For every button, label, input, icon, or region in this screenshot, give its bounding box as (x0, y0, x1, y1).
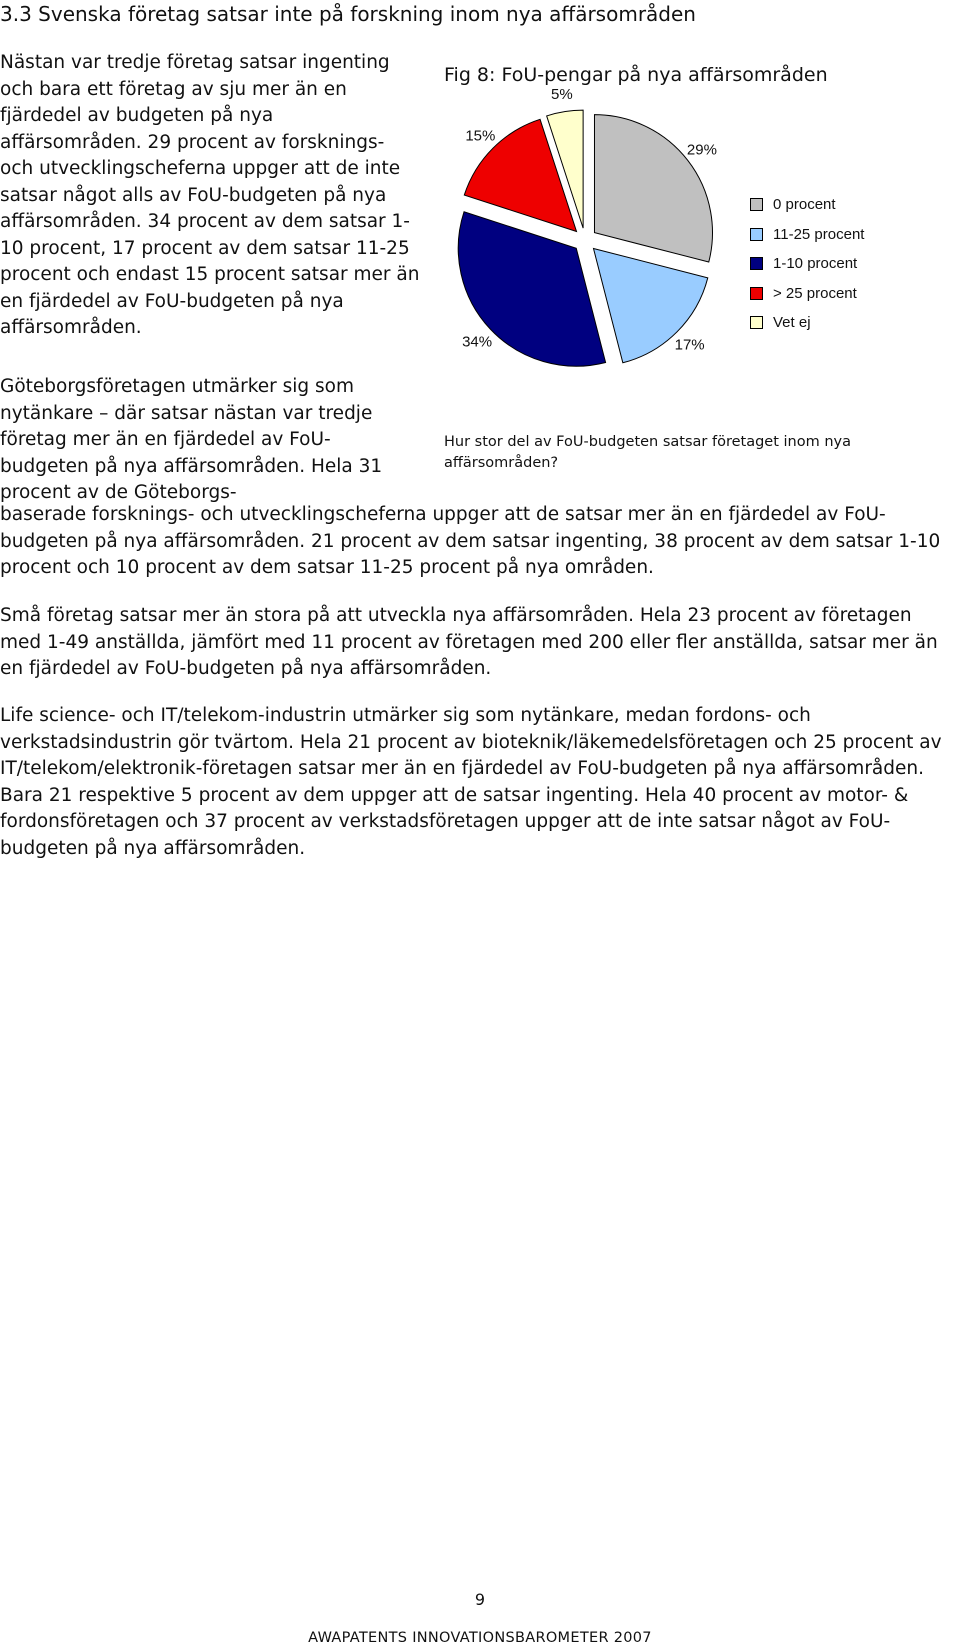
legend-item-3 (750, 279, 864, 309)
goteborg-paragraph-continued: baserade forsknings- och utvecklingscheferna uppger att de satsar mer än en fjärdedel av FoU-budgeten på nya affärsområden. 21 procent av dem satsar ingenting, 38 procent av dem satsar 1-10 procent och 10 procent av dem satsar 11-25 procent på nya områden. (0, 504, 941, 578)
legend-label-4: Vet ej (773, 314, 811, 332)
legend-swatch-4 (750, 316, 763, 329)
pie-label-2: 34% (462, 333, 493, 351)
legend-swatch-3 (750, 287, 763, 300)
pie-label-3: 15% (465, 127, 496, 145)
chart-title: Fig 8: FoU-pengar på nya affärsområden (444, 64, 828, 86)
pie-label-0: 29% (686, 141, 717, 159)
pie-slice-0 (594, 115, 712, 262)
section-heading: 3.3 Svenska företag satsar inte på forskning inom nya affärsområden (0, 2, 696, 26)
pie-chart (440, 85, 740, 380)
legend-item-2 (750, 249, 864, 279)
legend-label-2: 1-10 procent (773, 255, 858, 273)
chart-legend (750, 190, 864, 338)
intro-paragraph: Nästan var tredje företag satsar ingenting och bara ett företag av sju mer än en fjärdedel av budgeten på nya affärsområden. 29 procent av forsknings- och utvecklingscheferna uppger att de inte satsar något alls av FoU-budgeten på nya affärsområden. 34 procent av dem satsar 1-10 procent, 17 procent av dem satsar 11-25 procent och endast 15 procent satsar mer än en fjärdedel av FoU-budgeten på nya affärsområden. (0, 52, 420, 338)
legend-item-4 (750, 308, 864, 338)
goteborg-paragraph: Göteborgsföretagen utmärker sig som nytänkare – där satsar nästan var tredje företag mer än en fjärdedel av FoU-budgeten på nya affärsområden. Hela 31 procent av de Göteborgs- (0, 376, 383, 503)
chart-caption: Hur stor del av FoU-budgeten satsar företaget inom nya affärsområden? (444, 434, 851, 471)
small-companies-paragraph: Små företag satsar mer än stora på att utveckla nya affärsområden. Hela 23 procent av företagen med 1-49 anställda, jämfört med 11 procent av företagen med 200 eller fler anställda, satsar mer än en fjärdedel av FoU-budgeten på nya affärsområden. (0, 605, 938, 679)
legend-swatch-2 (750, 257, 763, 270)
legend-item-0 (750, 190, 864, 220)
legend-swatch-0 (750, 198, 763, 211)
pie-label-4: 5% (551, 85, 573, 103)
pie-label-1: 17% (674, 336, 705, 354)
industry-paragraph: Life science- och IT/telekom-industrin utmärker sig som nytänkare, medan fordons- och verkstadsindustrin gör tvärtom. Hela 21 procent av bioteknik/läkemedelsföretagen och 25 procent av IT/telekom/elektronik-företagen satsar mer än en fjärdedel av FoU-budgeten på nya affärsområden. Bara 21 respektive 5 procent av dem uppger att de satsar ingenting. Hela 40 procent av motor- & fordonsföretagen och 37 procent av verkstadsföretagen uppger att de inte satsar något av FoU-budgeten på nya affärsområden. (0, 705, 942, 859)
legend-swatch-1 (750, 228, 763, 241)
legend-label-3: > 25 procent (773, 284, 857, 302)
publication-footer: AWAPATENTS INNOVATIONSBAROMETER 2007 (308, 1630, 652, 1646)
legend-label-0: 0 procent (773, 196, 836, 214)
legend-label-1: 11-25 procent (773, 225, 865, 243)
page-number: 9 (474, 1590, 486, 1609)
legend-item-1 (750, 220, 864, 250)
